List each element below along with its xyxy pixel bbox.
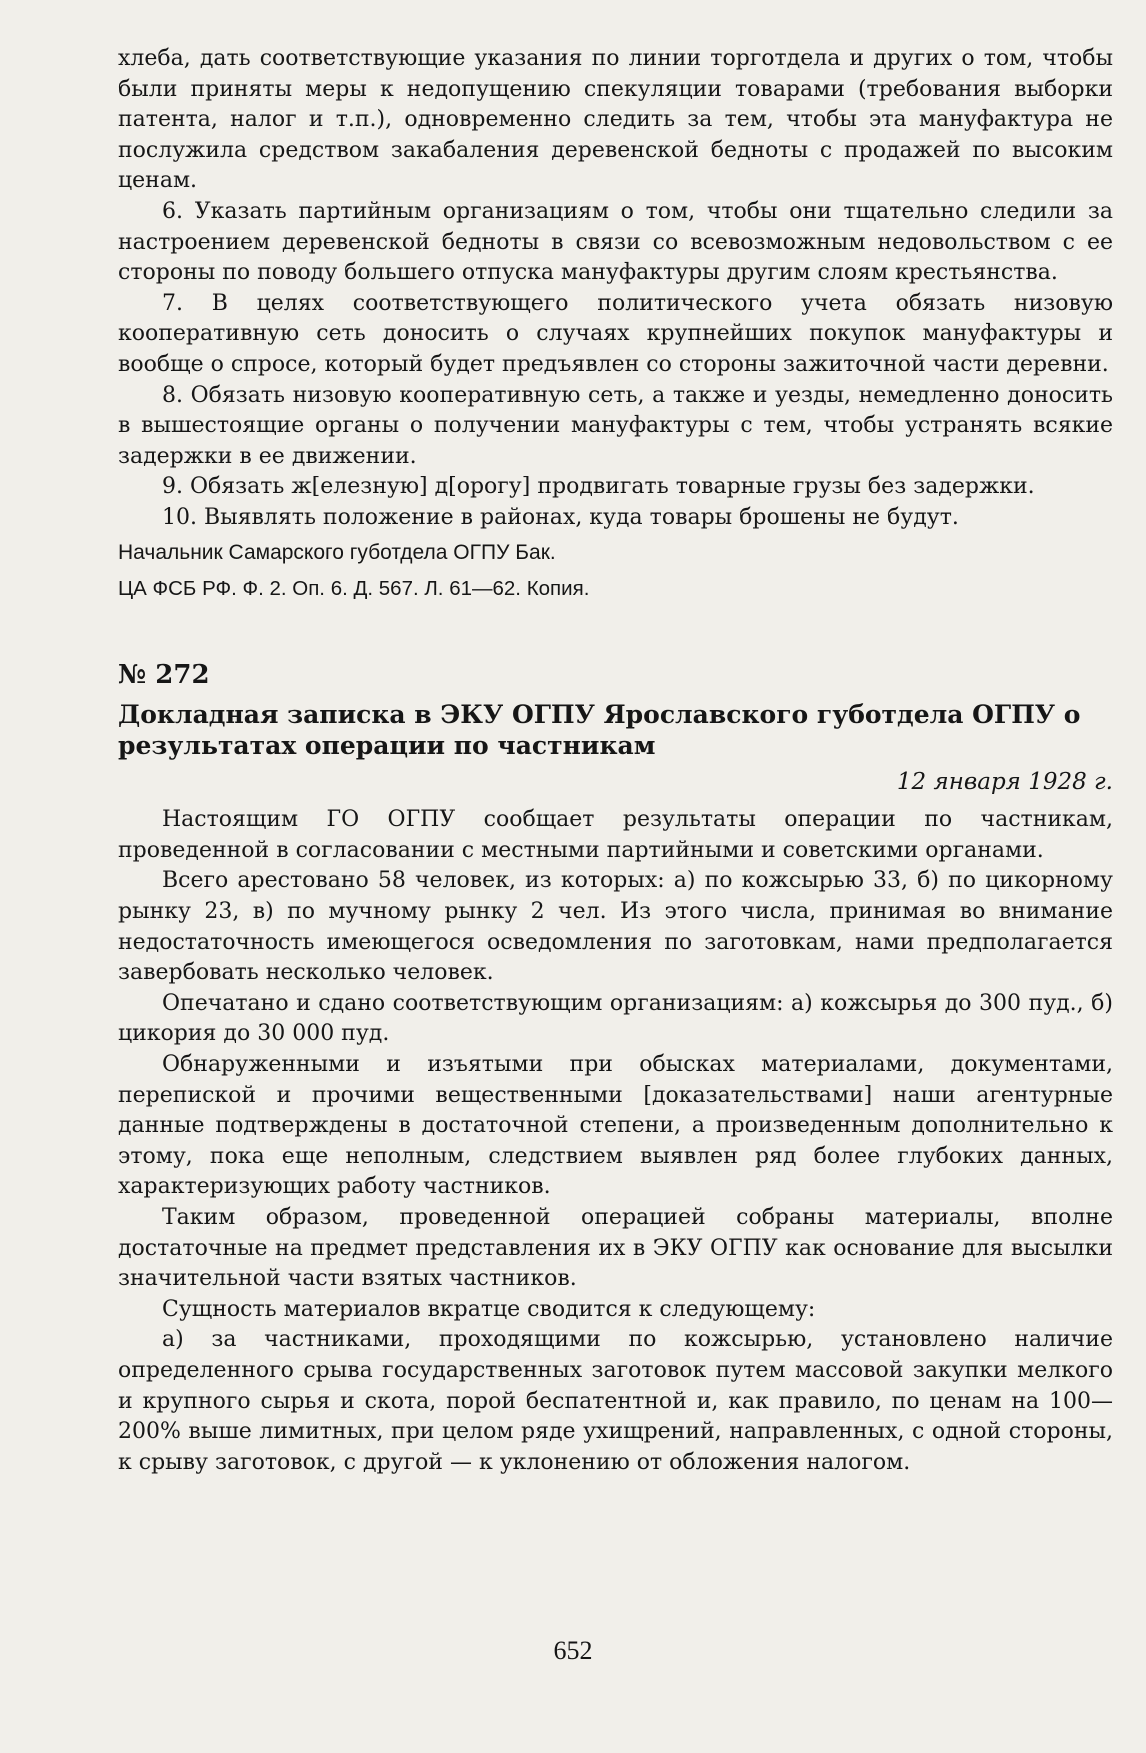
paragraph-item-10: 10. Выявлять положение в районах, куда товары брошены не будут.	[162, 504, 959, 530]
document-title: Докладная записка в ЭКУ ОГПУ Ярославского губотдела ОГПУ о результатах операции по частникам	[118, 699, 1081, 760]
paragraph: Опечатано и сдано соответствующим организациям: а) кожсырья до 300 пуд., б) цикория до 30 000 пуд.	[118, 990, 1113, 1047]
archive-source: ЦА ФСБ РФ. Ф. 2. Оп. 6. Д. 567. Л. 61—62. Копия.	[118, 577, 590, 601]
paragraph: а) за частниками, проходящими по кожсырью, установлено наличие определенного срыва государственных заготовок путем массовой закупки мелкого и крупного сырья и скота, порой беспатентной и, как правило, по ценам на 100—200% выше лимитных, при целом ряде ухищрений, направленных, с одной стороны, к срыву заготовок, с другой — к уклонению от обложения налогом.	[118, 1327, 1113, 1475]
paragraph-item-9: 9. Обязать ж[елезную] д[орогу] продвигать товарные грузы без задержки.	[162, 474, 1035, 500]
paragraph: Сущность материалов вкратце сводится к следующему:	[162, 1296, 816, 1322]
paragraph: Таким образом, проведенной операцией собраны материалы, вполне достаточные на предмет представления их в ЭКУ ОГПУ как основание для высылки значительной части взятых частников.	[118, 1205, 1113, 1292]
paragraph-item-8: 8. Обязать низовую кооперативную сеть, а также и уезды, немедленно доносить в вышестоящие органы о получении мануфактуры с тем, чтобы устранять всякие задержки в ее движении.	[118, 382, 1113, 469]
paragraph-item-6: 6. Указать партийным организациям о том, чтобы они тщательно следили за настроением деревенской бедноты в связи со всевозможным недовольством с ее стороны по поводу большего отпуска мануфактуры другим слоям крестьянства.	[118, 198, 1113, 286]
page-number: 652	[553, 1636, 593, 1665]
signature-line: Начальник Самарского губотдела ОГПУ Бак.	[118, 540, 556, 564]
paragraph: Всего арестовано 58 человек, из которых: а) по кожсырью 33, б) по цикорному рынку 23, в) по мучному рынку 2 чел. Из этого числа, принимая во внимание недостаточность имеющегося осведомления по заготовкам, нами предполагается завербовать несколько человек.	[118, 868, 1113, 986]
text-column	[118, 44, 1113, 1478]
paragraph-continuation: хлеба, дать соответствующие указания по линии торготдела и других о том, чтобы были приняты меры к недопущению спекуляции товарами (требования выборки патента, налог и т.п.), одновременно следить за тем, чтобы эта мануфактура не послужила средством закабаления деревенской бедноты с продажей по высоким ценам.	[118, 46, 1113, 194]
paragraph: Настоящим ГО ОГПУ сообщает результаты операции по частникам, проведенной в согласовании с местными партийными и советскими органами.	[118, 807, 1113, 863]
paragraph-item-7: 7. В целях соответствующего политического учета обязать низовую кооперативную сеть доносить о случаях крупнейших покупок мануфактуры и вообще о спросе, который будет предъявлен со стороны зажиточной части деревни.	[118, 290, 1113, 377]
paragraph: Обнаруженными и изъятыми при обысках материалами, документами, перепиской и прочими вещественными [доказательствами] наши агентурные данные подтверждены в достаточной степени, а произведенным дополнительно к этому, пока еще неполным, следствием выявлен ряд более глубоких данных, характеризующих работу частников.	[118, 1052, 1113, 1200]
document-number: № 272	[118, 659, 210, 690]
document-date: 12 января 1928 г.	[896, 768, 1113, 795]
